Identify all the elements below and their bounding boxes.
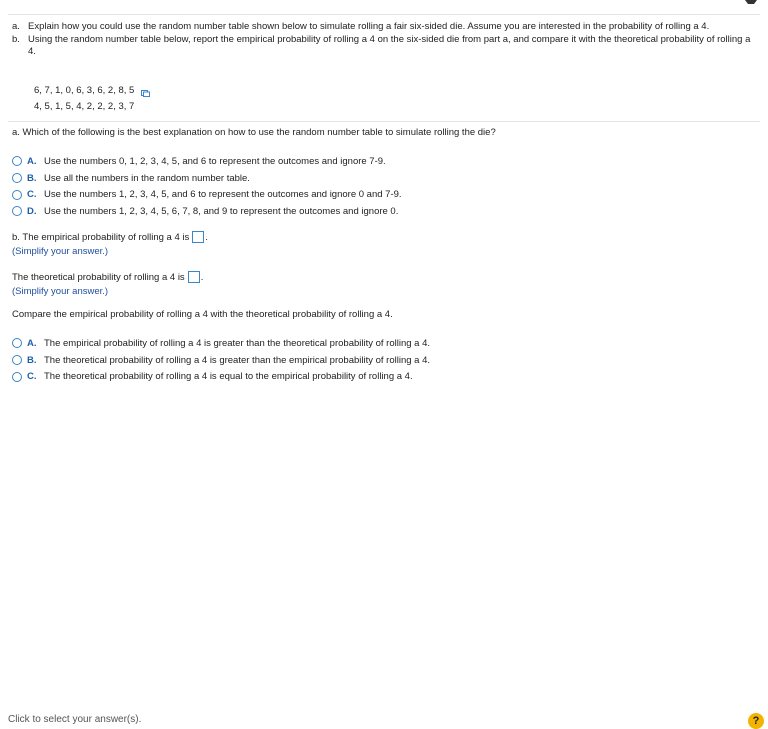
choice-text: Use the numbers 1, 2, 3, 4, 5, and 6 to represent the outcomes and ignore 0 and 7-9. — [44, 189, 402, 201]
top-divider — [8, 14, 760, 15]
empirical-prompt: b. The empirical probability of rolling a 4 is — [12, 232, 190, 243]
period: . — [200, 272, 204, 283]
part-a-question: a. Which of the following is the best explanation on how to use the random number table to simulate rolling the die? — [12, 127, 496, 138]
choice-text: Use the numbers 1, 2, 3, 4, 5, 6, 7, 8, and 9 to represent the outcomes and ignore 0. — [44, 205, 399, 217]
section-divider — [8, 121, 760, 122]
choice-d[interactable] — [12, 203, 402, 220]
table-row-values: 6, 7, 1, 0, 6, 3, 6, 2, 8, 5 — [34, 85, 135, 96]
popout-icon[interactable] — [141, 87, 150, 94]
choice-text: Use the numbers 0, 1, 2, 3, 4, 5, and 6 to represent the outcomes and ignore 7-9. — [44, 155, 386, 167]
random-number-table — [34, 83, 150, 114]
table-row — [34, 83, 150, 99]
part-a-choices — [12, 153, 402, 220]
empirical-answer-input[interactable] — [192, 231, 204, 243]
theoretical-answer-input[interactable] — [188, 271, 200, 283]
choice-letter: A. — [27, 155, 37, 167]
empirical-prompt-line — [12, 231, 208, 244]
choice-letter: C. — [27, 371, 37, 383]
radio-button[interactable] — [12, 190, 22, 200]
choice-text: The theoretical probability of rolling a 4 is equal to the empirical probability of rolling a 4. — [44, 371, 413, 383]
compare-choices — [12, 335, 430, 385]
choice-c[interactable] — [12, 186, 402, 203]
choice-letter: A. — [27, 337, 37, 349]
choice-letter: B. — [27, 354, 37, 366]
help-icon[interactable]: ? — [748, 713, 764, 729]
radio-button[interactable] — [12, 355, 22, 365]
choice-letter: B. — [27, 172, 37, 184]
simplify-hint: (Simplify your answer.) — [12, 286, 109, 297]
radio-button[interactable] — [12, 338, 22, 348]
radio-button[interactable] — [12, 206, 22, 216]
choice-text: Use all the numbers in the random number table. — [44, 172, 250, 184]
footer-status: Click to select your answer(s). — [8, 714, 142, 725]
choice-letter: C. — [27, 189, 37, 201]
gear-icon[interactable] — [744, 0, 758, 6]
simplify-hint: (Simplify your answer.) — [12, 246, 109, 257]
problem-item-a — [12, 21, 756, 34]
choice-letter: D. — [27, 205, 37, 217]
choice-b[interactable] — [12, 170, 402, 187]
theoretical-prompt: The theoretical probability of rolling a 4 is — [12, 272, 185, 283]
choice-text: The theoretical probability of rolling a 4 is greater than the empirical probability of rolling a 4. — [44, 354, 431, 366]
radio-button[interactable] — [12, 372, 22, 382]
table-row-values: 4, 5, 1, 5, 4, 2, 2, 2, 3, 7 — [34, 100, 135, 112]
problem-statement — [12, 21, 756, 59]
table-row — [34, 99, 150, 115]
compare-choice-a[interactable] — [12, 335, 430, 352]
problem-item-label: a. — [12, 21, 20, 32]
period: . — [205, 232, 208, 243]
theoretical-prompt-line — [12, 271, 203, 284]
radio-button[interactable] — [12, 156, 22, 166]
choice-a[interactable] — [12, 153, 402, 170]
radio-button[interactable] — [12, 173, 22, 183]
problem-item-b — [12, 34, 756, 59]
compare-choice-c[interactable] — [12, 368, 430, 385]
problem-item-text: Using the random number table below, report the empirical probability of rolling a 4 on the six-sided die from part a, and compare it with the theoretical probability of rolling a 4. — [28, 33, 751, 57]
compare-prompt: Compare the empirical probability of rolling a 4 with the theoretical probability of rolling a 4. — [12, 309, 393, 320]
choice-text: The empirical probability of rolling a 4 is greater than the theoretical probability of rolling a 4. — [44, 337, 431, 349]
problem-item-text: Explain how you could use the random number table shown below to simulate rolling a fair six-sided die. Assume you are interested in the probability of rolling a 4. — [28, 21, 710, 32]
problem-item-label: b. — [12, 33, 20, 45]
compare-choice-b[interactable] — [12, 352, 430, 369]
